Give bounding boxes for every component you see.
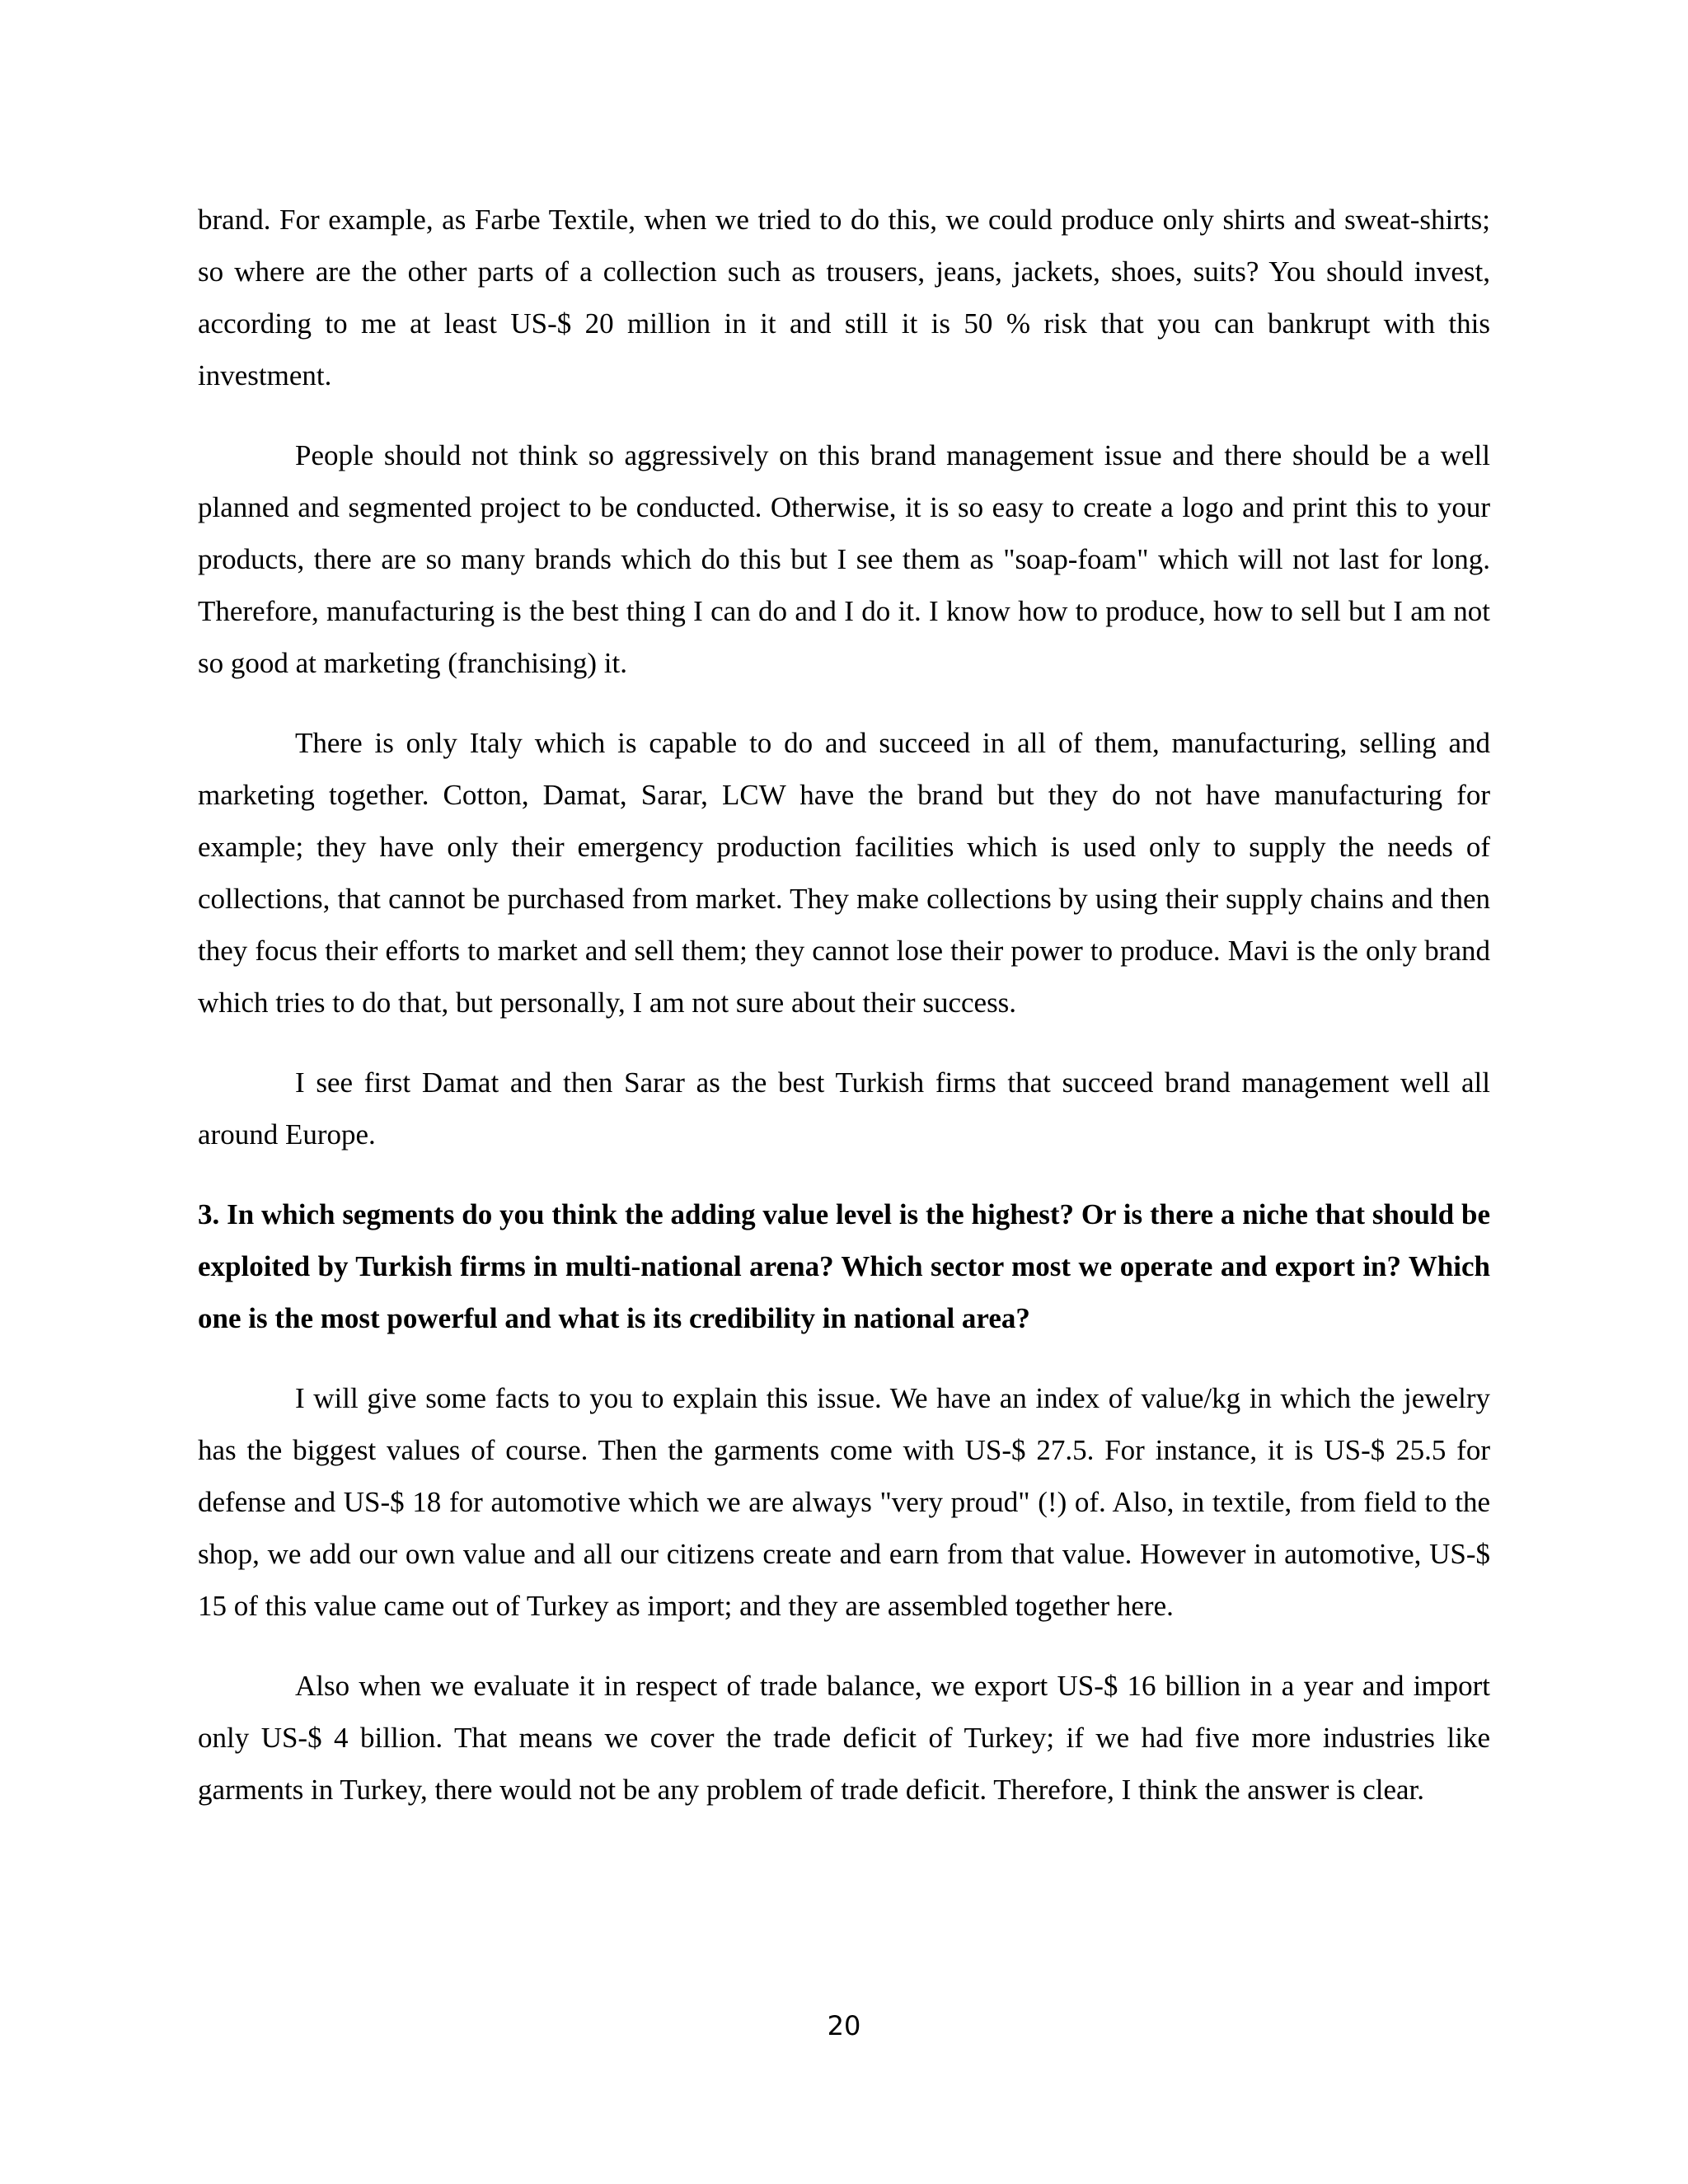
page-body <box>198 194 1490 1844</box>
page-number: 20 <box>827 2010 861 2041</box>
paragraph-italy: There is only Italy which is capable to do and succeed in all of them, manufacturing, selling and marketing together. Cotton, Damat, Sarar, LCW have the brand but they do not have manufacturing for example; they have only their emergency production facilities which is used only to supply the needs of collections, that cannot be purchased from market. They make collections by using their supply chains and then they focus their efforts to market and sell them; they cannot lose their power to produce. Mavi is the only brand which tries to do that, but personally, I am not sure about their success. <box>198 727 1490 1019</box>
question-3-heading: 3. In which segments do you think the adding value level is the highest? Or is there a niche that should be exploited by Turkish firms in multi-national arena? Which sector most we operate and export in? Which one is the most powerful and what is its credibility in national area? <box>198 1198 1490 1334</box>
paragraph-value-index: I will give some facts to you to explain this issue. We have an index of value/kg in which the jewelry has the biggest values of course. Then the garments come with US-$ 27.5. For instance, it is US-$ 25.5 for defense and US-$ 18 for automotive which we are always "very proud" (!) of. Also, in textile, from field to the shop, we add our own value and all our citizens create and earn from that value. However in automotive, US-$ 15 of this value came out of Turkey as import; and they are assembled together here. <box>198 1382 1490 1622</box>
paragraph-damat-sarar: I see first Damat and then Sarar as the best Turkish firms that succeed brand management well all around Europe. <box>198 1066 1490 1151</box>
paragraph-brand-example: brand. For example, as Farbe Textile, when we tried to do this, we could produce only shirts and sweat-shirts; so where are the other parts of a collection such as trousers, jeans, jackets, shoes, suits? You should invest, according to me at least US-$ 20 million in it and still it is 50 % risk that you can bankrupt with this investment. <box>198 204 1490 391</box>
paragraph-brand-management: People should not think so aggressively on this brand management issue and there should be a well planned and segmented project to be conducted. Otherwise, it is so easy to create a logo and print this to your products, there are so many brands which do this but I see them as "soap-foam" which will not last for long. Therefore, manufacturing is the best thing I can do and I do it. I know how to produce, how to sell but I am not so good at marketing (franchising) it. <box>198 439 1490 679</box>
paragraph-trade-balance: Also when we evaluate it in respect of trade balance, we export US-$ 16 billion in a year and import only US-$ 4 billion. That means we cover the trade deficit of Turkey; if we had five more industries like garments in Turkey, there would not be any problem of trade deficit. Therefore, I think the answer is clear. <box>198 1670 1490 1806</box>
